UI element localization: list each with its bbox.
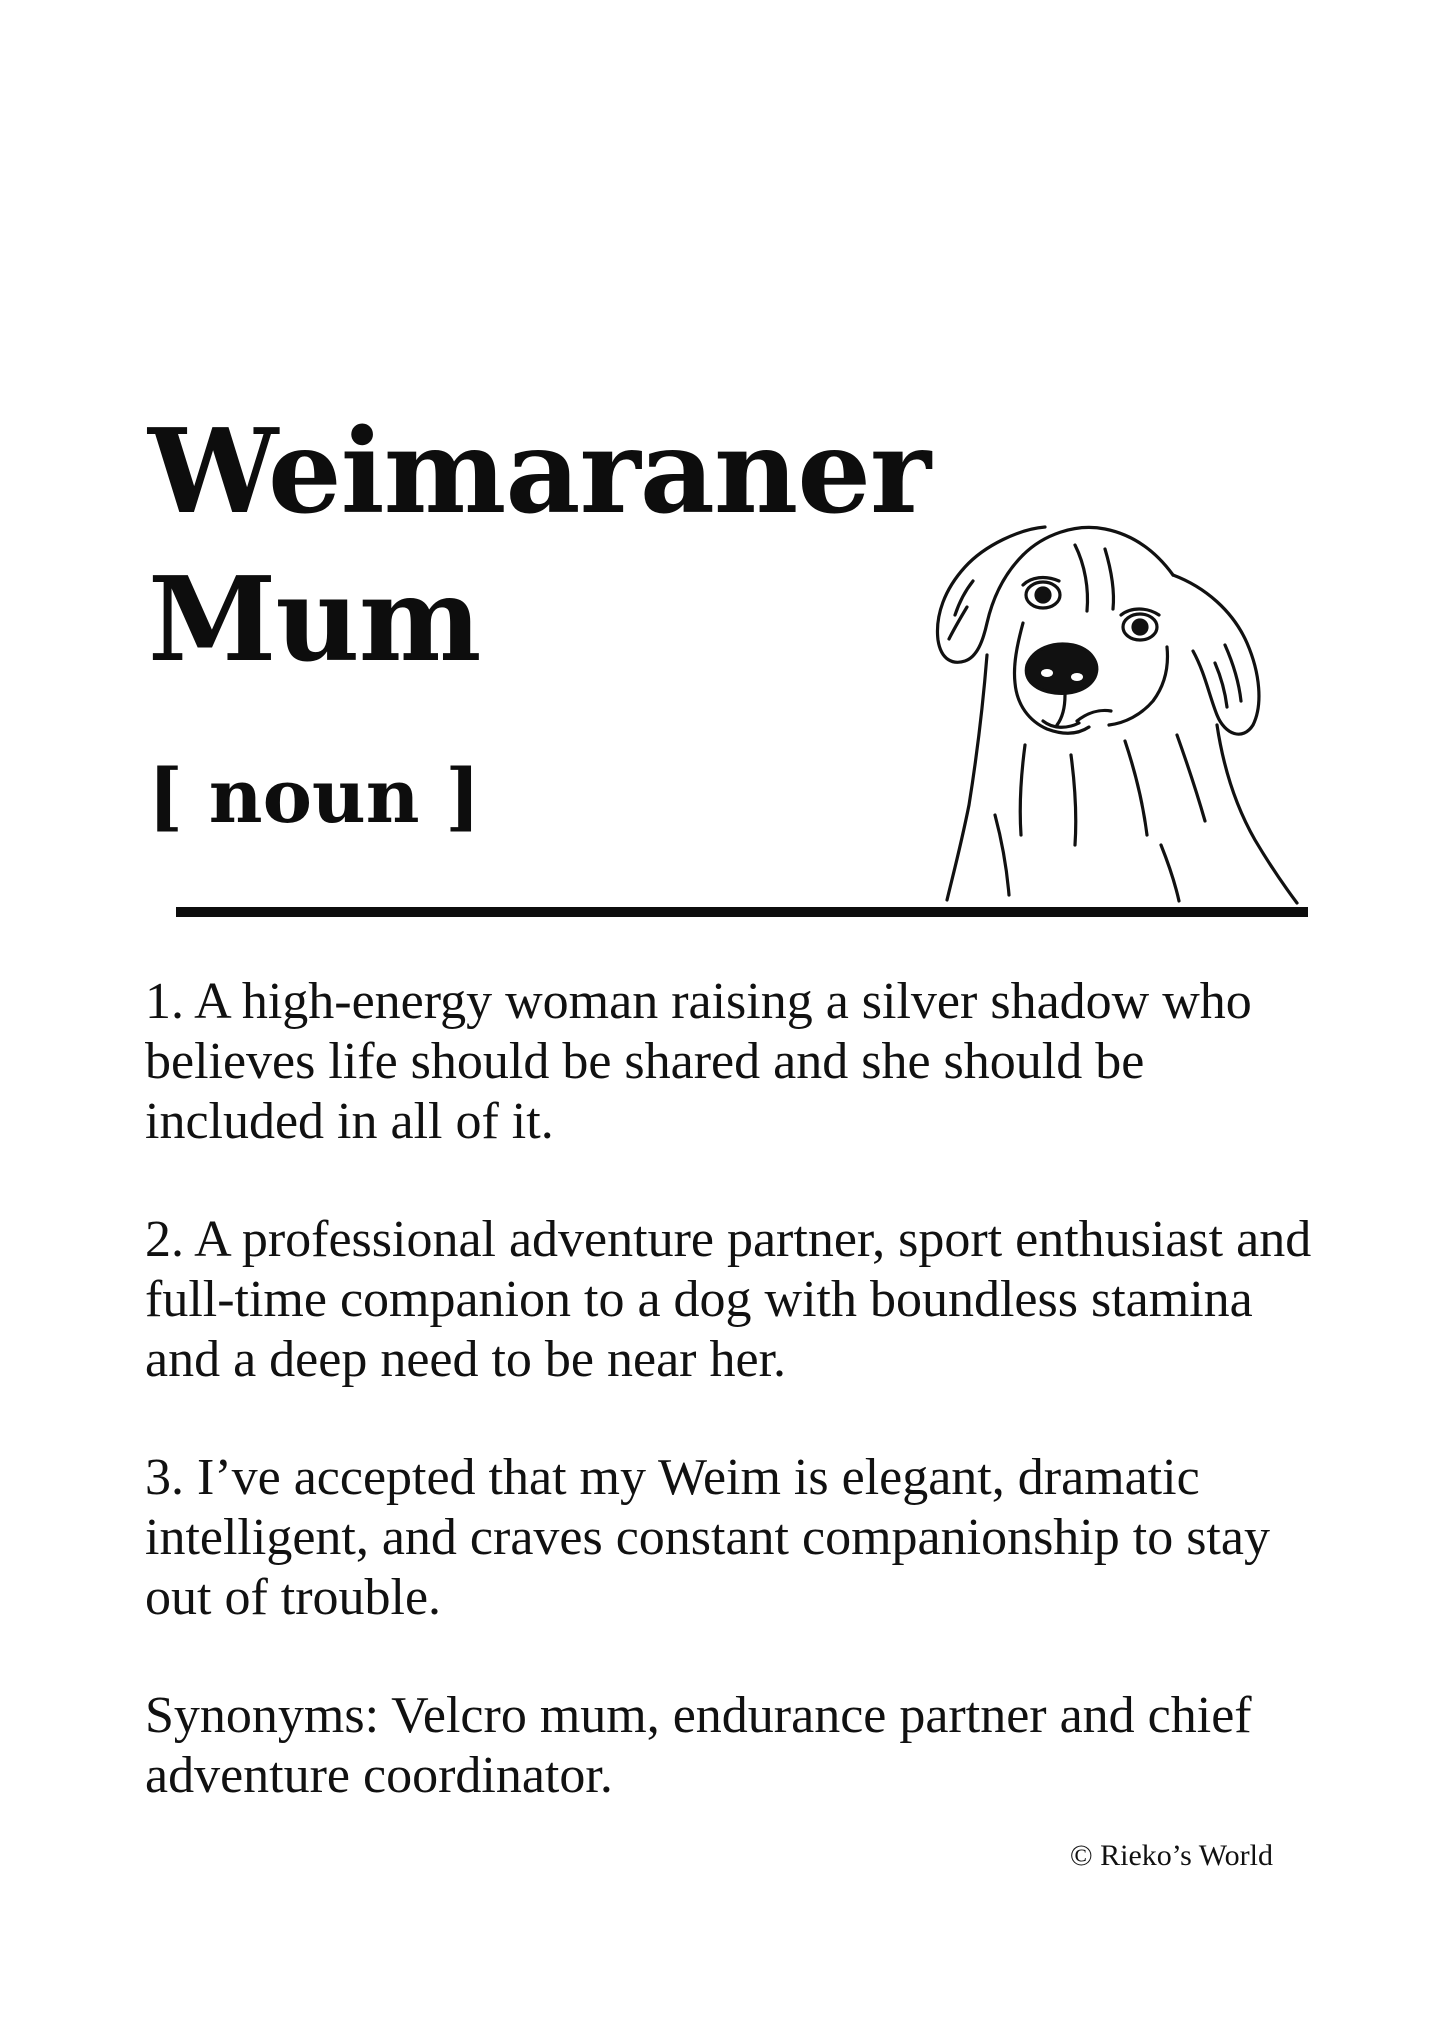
part-of-speech: [ noun ]	[148, 754, 481, 840]
title-line-1: Weimaraner	[148, 404, 931, 540]
definition-3: 3. I’ve accepted that my Weim is elegant, dramatic intelligent, and craves constant companionship to stay out of trouble.	[145, 1449, 1270, 1626]
weimaraner-dog-illustration	[925, 515, 1315, 910]
page-title	[148, 398, 930, 694]
definition-2: 2. A professional adventure partner, sport enthusiast and full-time companion to a dog with boundless stamina and a deep need to be near her.	[145, 1211, 1312, 1388]
divider-rule	[176, 907, 1308, 917]
synonyms: Synonyms: Velcro mum, endurance partner and chief adventure coordinator.	[145, 1687, 1252, 1804]
copyright-notice: © Rieko’s World	[1069, 1839, 1273, 1872]
definition-1: 1. A high-energy woman raising a silver shadow who believes life should be shared and she should be included in all of it.	[145, 973, 1252, 1150]
definition-list	[145, 972, 1325, 1806]
title-line-2: Mum	[148, 552, 481, 688]
